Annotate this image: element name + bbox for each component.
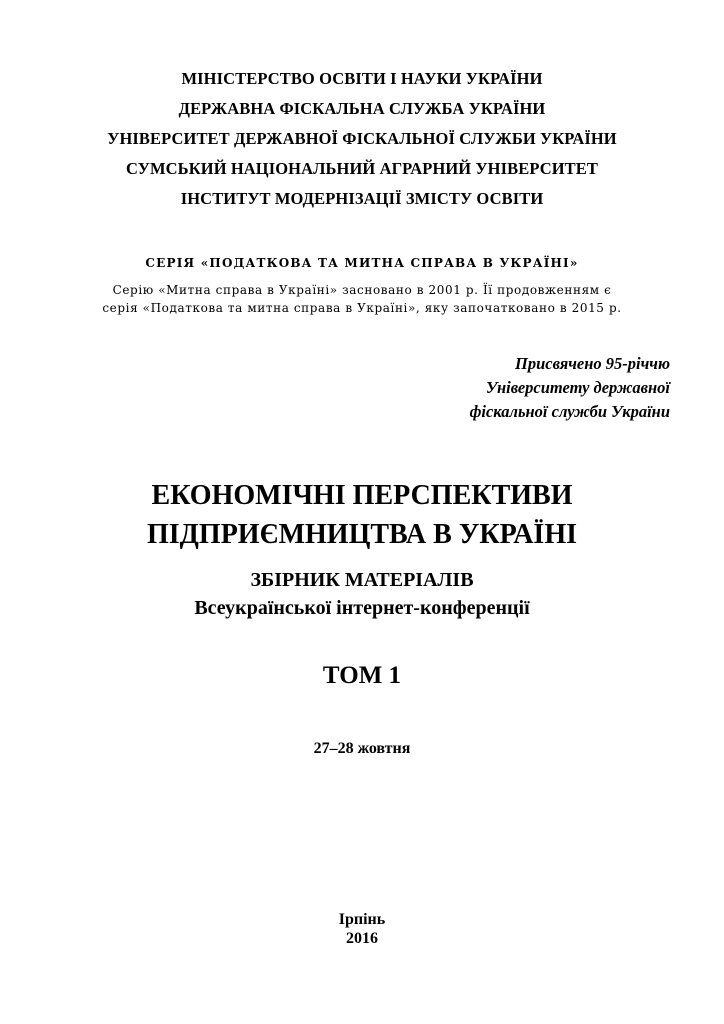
series-note-line: Серію «Митна справа в Україні» засновано в 2001 р. Її продовженням є (112, 283, 612, 297)
volume-label: ТОМ 1 (322, 662, 402, 689)
dedication-line: Присвячено 95-річчю (515, 354, 670, 373)
organization-line: ДЕРЖАВНА ФІСКАЛЬНА СЛУЖБА УКРАЇНИ (178, 99, 546, 118)
publication-city: Ірпінь (338, 911, 386, 928)
dedication-line: фіскальної служби України (469, 402, 670, 421)
organization-line: УНІВЕРСИТЕТ ДЕРЖАВНОЇ ФІСКАЛЬНОЇ СЛУЖБИ УКРАЇНИ (107, 129, 617, 148)
subtitle-line: ЗБІРНИК МАТЕРІАЛІВ (250, 569, 474, 591)
organization-line: СУМСЬКИЙ НАЦІОНАЛЬНИЙ АГРАРНИЙ УНІВЕРСИТЕТ (125, 159, 598, 178)
series-note-line: серія «Податкова та митна справа в Україні», яку започатковано в 2015 р. (102, 301, 622, 315)
main-title-line: ЕКОНОМІЧНІ ПЕРСПЕКТИВИ (151, 480, 573, 511)
conference-dates: 27–28 жовтня (313, 740, 411, 757)
organization-line: МІНІСТЕРСТВО ОСВІТИ І НАУКИ УКРАЇНИ (181, 69, 543, 88)
dedication-line: Університету державної (485, 378, 670, 397)
main-title-line: ПІДПРИЄМНИЦТВА В УКРАЇНІ (146, 519, 577, 550)
subtitle-line: Всеукраїнської інтернет-конференції (194, 597, 530, 619)
series-title: СЕРІЯ «ПОДАТКОВА ТА МИТНА СПРАВА В УКРАЇНІ» (145, 256, 579, 270)
organization-line: ІНСТИТУТ МОДЕРНІЗАЦІЇ ЗМІСТУ ОСВІТИ (180, 189, 544, 208)
publication-year: 2016 (346, 930, 378, 947)
